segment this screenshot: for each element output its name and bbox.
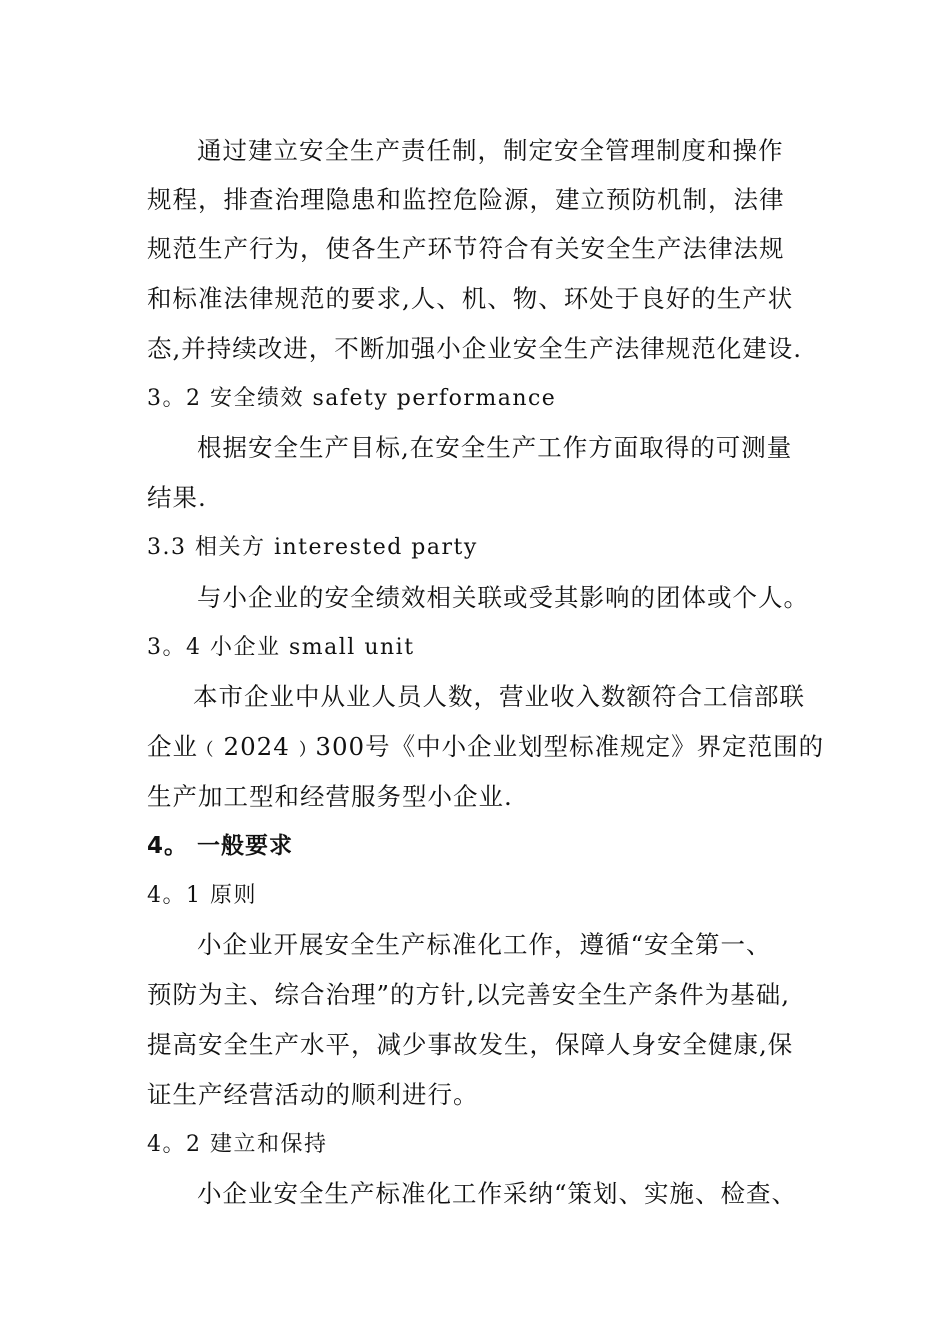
paragraph-line: 规程，排查治理隐患和监控危险源，建立预防机制，法律 <box>147 185 785 214</box>
paragraph-line: 和标准法律规范的要求,人、机、物、环处于良好的生产状 <box>147 284 794 313</box>
section-heading-4-1: 4。1 原则 <box>147 883 257 908</box>
paragraph-line: 生产加工型和经营服务型小企业. <box>147 782 513 811</box>
section-heading-4: 4。 一般要求 <box>147 833 294 859</box>
paragraph-line: 本市企业中从业人员人数，营业收入数额符合工信部联 <box>193 682 805 711</box>
paragraph-line: 提高安全生产水平，减少事故发生，保障人身安全健康,保 <box>147 1030 794 1059</box>
paragraph-line: 小企业开展安全生产标准化工作，遵循“安全第一、 <box>197 930 772 959</box>
paragraph-line: 企业﹙2024﹚300号《中小企业划型标准规定》界定范围的 <box>147 732 825 761</box>
section-heading-3-4: 3。4 小企业 small unit <box>147 635 415 660</box>
paragraph-line: 与小企业的安全绩效相关联或受其影响的团体或个人。 <box>197 583 809 612</box>
paragraph-line: 小企业安全生产标准化工作采纳“策划、实施、检查、 <box>197 1179 798 1208</box>
paragraph-line: 通过建立安全生产责任制，制定安全管理制度和操作 <box>197 136 784 165</box>
section-heading-3-2: 3。2 安全绩效 safety performance <box>147 386 557 411</box>
paragraph-line: 根据安全生产目标,在安全生产工作方面取得的可测量 <box>197 433 793 462</box>
section-heading-3-3: 3.3 相关方 interested party <box>147 535 478 560</box>
paragraph-line: 态,并持续改进，不断加强小企业安全生产法律规范化建设. <box>147 334 803 363</box>
paragraph-line: 预防为主、综合治理”的方针,以完善安全生产条件为基础, <box>147 980 791 1009</box>
section-heading-4-2: 4。2 建立和保持 <box>147 1132 328 1157</box>
paragraph-line: 结果. <box>147 483 207 512</box>
paragraph-line: 证生产经营活动的顺利进行。 <box>147 1080 479 1109</box>
paragraph-line: 规范生产行为，使各生产环节符合有关安全生产法律法规 <box>147 234 785 263</box>
